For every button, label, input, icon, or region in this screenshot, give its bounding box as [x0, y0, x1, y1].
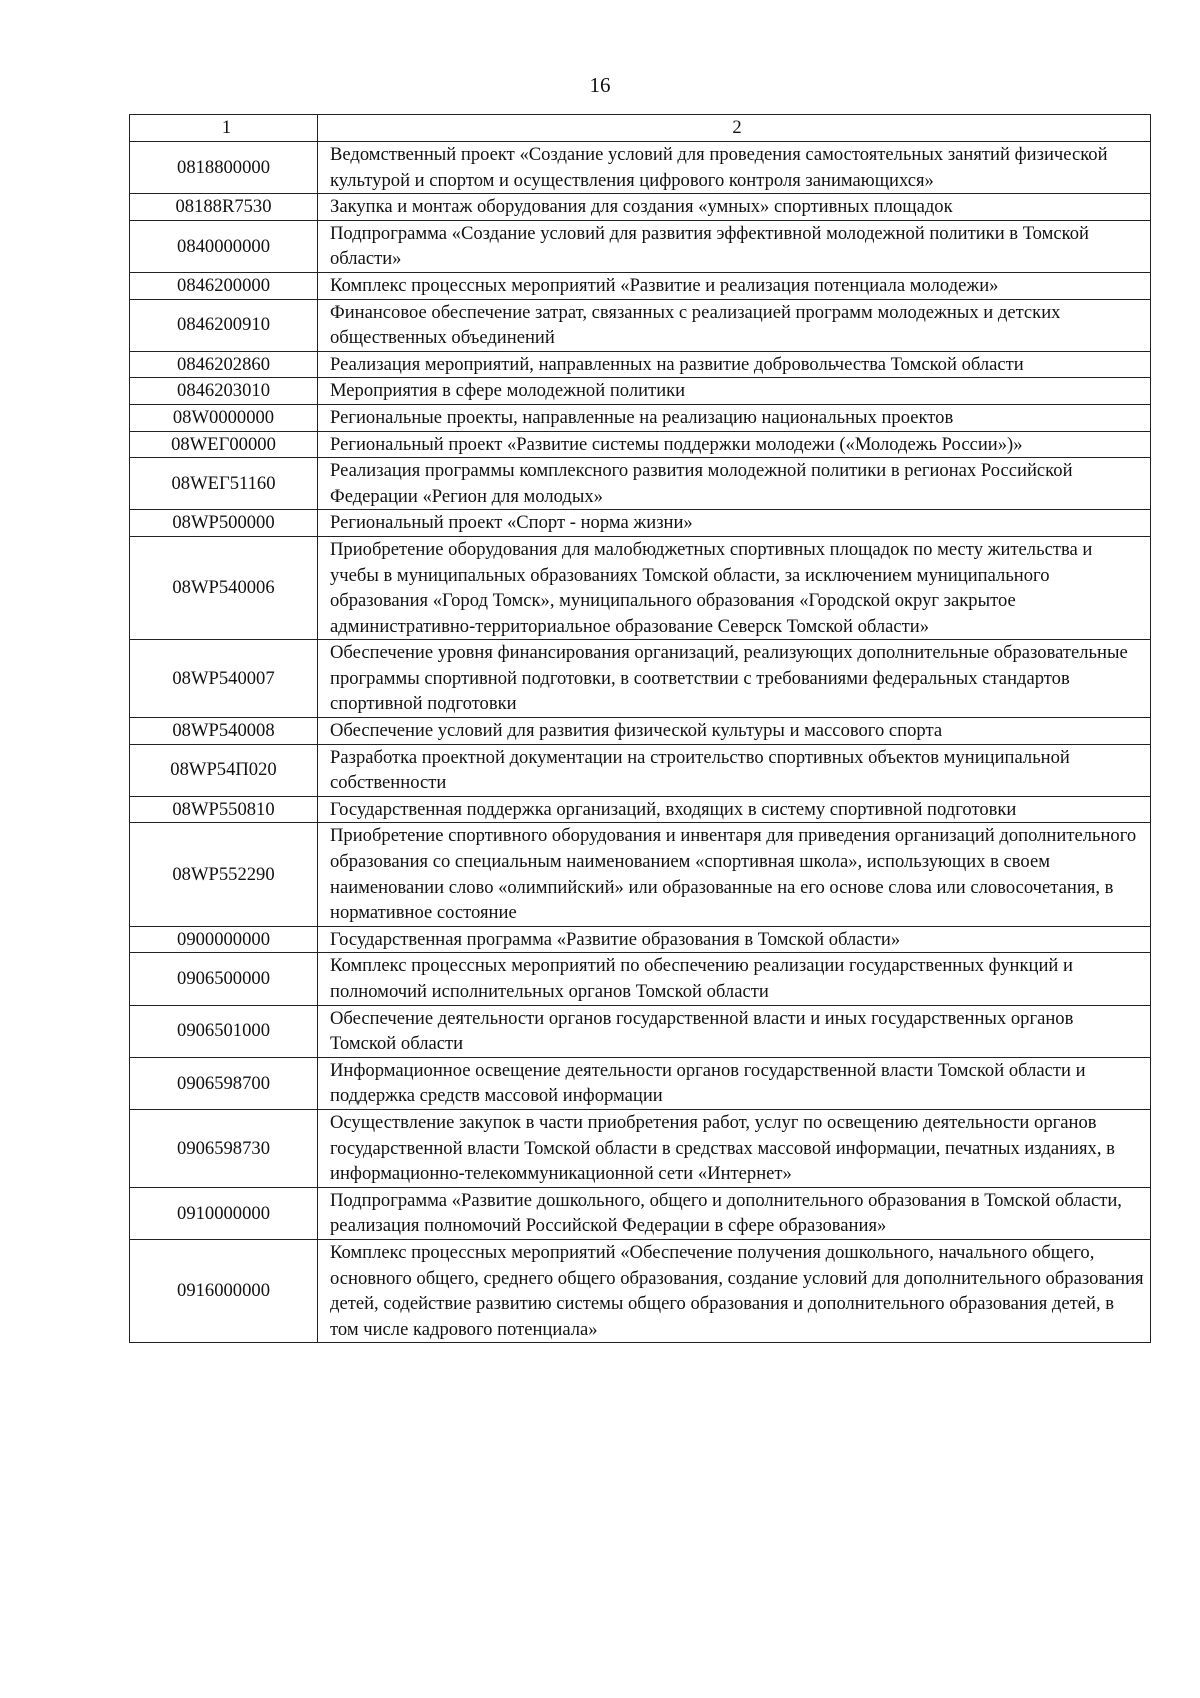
table-row — [130, 458, 1151, 510]
row-code: 0846200910 — [130, 299, 318, 351]
row-name: Обеспечение уровня финансирования организаций, реализующих дополнительные образовательные программы спортивной подготовки, в соответствии с требованиями федеральных стандартов спортивной подготовки — [318, 640, 1151, 718]
row-code: 0818800000 — [130, 142, 318, 194]
row-name: Подпрограмма «Развитие дошкольного, общего и дополнительного образования в Томской области, реализация полномочий Российской Федерации в сфере образования» — [318, 1187, 1151, 1239]
row-code: 0916000000 — [130, 1239, 318, 1342]
row-name: Разработка проектной документации на строительство спортивных объектов муниципальной собственности — [318, 744, 1151, 796]
row-name: Комплекс процессных мероприятий «Развитие и реализация потенциала молодежи» — [318, 272, 1151, 299]
row-name: Региональный проект «Спорт - норма жизни» — [318, 510, 1151, 537]
row-code: 08WP54П020 — [130, 744, 318, 796]
budget-codes-table — [129, 114, 1151, 1343]
row-code: 0846203010 — [130, 378, 318, 405]
row-code: 08WЕГ00000 — [130, 431, 318, 458]
table-row — [130, 378, 1151, 405]
table-row — [130, 1187, 1151, 1239]
table-row — [130, 1239, 1151, 1342]
row-code: 08188R7530 — [130, 194, 318, 221]
row-code: 0906598730 — [130, 1109, 318, 1187]
table-row — [130, 272, 1151, 299]
row-code: 0846202860 — [130, 351, 318, 378]
table-row — [130, 1109, 1151, 1187]
table-row — [130, 953, 1151, 1005]
row-code: 0906598700 — [130, 1057, 318, 1109]
table-row — [130, 194, 1151, 221]
row-name: Осуществление закупок в части приобретения работ, услуг по освещению деятельности органов государственной власти Томской области в средствах массовой информации, печатных изданиях, в информационно-телекоммуникационной сети «Интернет» — [318, 1109, 1151, 1187]
table-row — [130, 640, 1151, 718]
table-row — [130, 142, 1151, 194]
table-row — [130, 510, 1151, 537]
table-row — [130, 823, 1151, 926]
page-number: 16 — [589, 73, 611, 97]
row-name: Обеспечение деятельности органов государственной власти и иных государственных органов Томской области — [318, 1005, 1151, 1057]
column-header-name: 2 — [318, 115, 1151, 142]
row-code: 08WP540007 — [130, 640, 318, 718]
row-code: 0900000000 — [130, 926, 318, 953]
row-name: Комплекс процессных мероприятий «Обеспечение получения дошкольного, начального общего, основного общего, среднего общего образования, создание условий для дополнительного образования детей, содействие развитию системы общего образования и дополнительного образования детей, в том числе кадрового потенциала» — [318, 1239, 1151, 1342]
row-code: 0846200000 — [130, 272, 318, 299]
row-name: Закупка и монтаж оборудования для создания «умных» спортивных площадок — [318, 194, 1151, 221]
row-name: Комплекс процессных мероприятий по обеспечению реализации государственных функций и полномочий исполнительных органов Томской области — [318, 953, 1151, 1005]
table-row — [130, 220, 1151, 272]
table-row — [130, 744, 1151, 796]
table-row — [130, 351, 1151, 378]
row-name: Обеспечение условий для развития физической культуры и массового спорта — [318, 718, 1151, 745]
row-code: 08WP550810 — [130, 796, 318, 823]
row-code: 0840000000 — [130, 220, 318, 272]
table-row — [130, 796, 1151, 823]
row-name: Реализация мероприятий, направленных на развитие добровольчества Томской области — [318, 351, 1151, 378]
row-code: 08WP500000 — [130, 510, 318, 537]
row-name: Приобретение оборудования для малобюджетных спортивных площадок по месту жительства и учебы в муниципальных образованиях Томской области, за исключением муниципального образования «Город Томск», муниципального образования «Городской округ закрытое административно-территориальное образование Северск Томской области» — [318, 536, 1151, 639]
row-name: Подпрограмма «Создание условий для развития эффективной молодежной политики в Томской области» — [318, 220, 1151, 272]
row-name: Приобретение спортивного оборудования и инвентаря для приведения организаций дополнительного образования со специальным наименованием «спортивная школа», использующих в своем наименовании слово «олимпийский» или образованные на его основе слова или словосочетания, в нормативное состояние — [318, 823, 1151, 926]
table-row — [130, 1005, 1151, 1057]
row-name: Государственная программа «Развитие образования в Томской области» — [318, 926, 1151, 953]
row-name: Ведомственный проект «Создание условий для проведения самостоятельных занятий физической культурой и спортом и осуществления цифрового контроля занимающихся» — [318, 142, 1151, 194]
row-name: Государственная поддержка организаций, входящих в систему спортивной подготовки — [318, 796, 1151, 823]
row-code: 08WP540008 — [130, 718, 318, 745]
row-name: Реализация программы комплексного развития молодежной политики в регионах Российской Федерации «Регион для молодых» — [318, 458, 1151, 510]
row-name: Информационное освещение деятельности органов государственной власти Томской области и поддержка средств массовой информации — [318, 1057, 1151, 1109]
table-row — [130, 299, 1151, 351]
table-row — [130, 431, 1151, 458]
table-row — [130, 536, 1151, 639]
row-code: 0906500000 — [130, 953, 318, 1005]
row-code: 08WP540006 — [130, 536, 318, 639]
table-row — [130, 404, 1151, 431]
row-name: Финансовое обеспечение затрат, связанных с реализацией программ молодежных и детских общественных объединений — [318, 299, 1151, 351]
row-name: Региональные проекты, направленные на реализацию национальных проектов — [318, 404, 1151, 431]
table-row — [130, 718, 1151, 745]
row-name: Мероприятия в сфере молодежной политики — [318, 378, 1151, 405]
table-row — [130, 1057, 1151, 1109]
row-code: 08W0000000 — [130, 404, 318, 431]
table-row — [130, 926, 1151, 953]
row-code: 08WЕГ51160 — [130, 458, 318, 510]
table-header-row — [130, 115, 1151, 142]
row-code: 0906501000 — [130, 1005, 318, 1057]
column-header-code: 1 — [130, 115, 318, 142]
row-name: Региональный проект «Развитие системы поддержки молодежи («Молодежь России»)» — [318, 431, 1151, 458]
row-code: 0910000000 — [130, 1187, 318, 1239]
row-code: 08WP552290 — [130, 823, 318, 926]
